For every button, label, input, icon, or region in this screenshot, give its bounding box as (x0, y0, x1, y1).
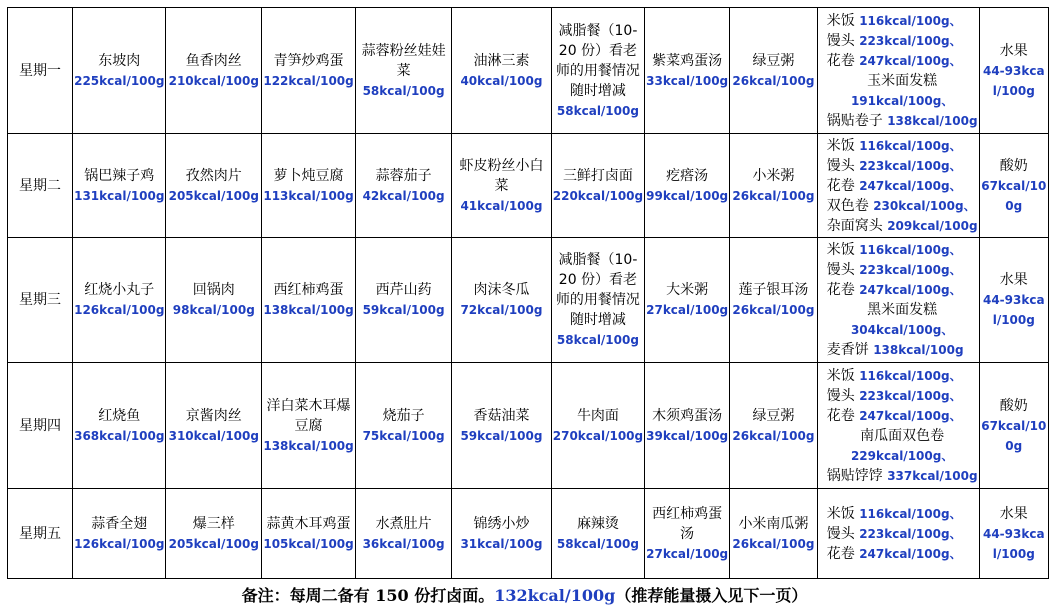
dish-kcal: 42kcal/100g (362, 188, 445, 203)
table-row (8, 238, 1049, 363)
staple-kcal: 116kcal/100g、 (859, 138, 962, 153)
staple-line (827, 366, 978, 386)
extra-kcal: 67kcal/100g (981, 178, 1047, 213)
staple-line (827, 544, 978, 564)
staple-name: 黑米面发糕 (867, 302, 938, 318)
staple-kcal: 116kcal/100g、 (859, 13, 962, 28)
staple-name: 花卷 (826, 52, 855, 69)
staple-name: 花卷 (826, 282, 855, 298)
staple-line (827, 136, 978, 156)
dish-kcal: 33kcal/100g (646, 73, 729, 88)
dish-kcal: 270kcal/100g (552, 428, 644, 443)
dish-kcal: 138kcal/100g (263, 438, 354, 453)
dish-cell (166, 363, 262, 489)
weekly-menu-table (7, 7, 1049, 579)
dish-name: 紫菜鸡蛋汤 (652, 52, 723, 69)
staple-name: 馒头 (826, 525, 855, 542)
dish-cell (452, 8, 552, 134)
dish-name: 小米粥 (752, 167, 795, 184)
dish-cell (262, 363, 356, 489)
staple-line (827, 11, 978, 31)
dish-kcal: 225kcal/100g (74, 73, 165, 88)
dish-cell (356, 134, 452, 238)
extra-cell (979, 489, 1048, 579)
staple-kcal: 230kcal/100g、 (873, 198, 976, 213)
dish-cell (356, 238, 452, 363)
extra-cell (979, 363, 1048, 489)
day-cell: 星期一 (8, 8, 73, 134)
staple-line (827, 504, 978, 524)
dish-cell (452, 134, 552, 238)
dish-cell (730, 8, 818, 134)
dish-name: 西红柿鸡蛋 (273, 282, 344, 298)
dish-name: 肉沫冬瓜 (473, 282, 530, 298)
staple-kcal: 223kcal/100g、 (859, 388, 962, 403)
staple-line (827, 386, 978, 406)
staple-cell (817, 489, 979, 579)
dish-kcal: 26kcal/100g (732, 536, 815, 551)
dish-cell (166, 238, 262, 363)
dish-name: 鱼香肉丝 (185, 52, 242, 69)
staple-kcal: 247kcal/100g、 (859, 546, 962, 561)
extra-name: 酸奶 (999, 397, 1028, 414)
dish-kcal: 368kcal/100g (74, 428, 165, 443)
dish-kcal: 122kcal/100g (263, 73, 354, 88)
dish-kcal: 59kcal/100g (362, 303, 445, 317)
dish-cell (551, 238, 644, 363)
dish-cell (730, 489, 818, 579)
dish-name: 蒜蓉粉丝娃娃菜 (361, 42, 446, 79)
staple-name: 米饭 (826, 12, 855, 29)
staple-line (827, 280, 978, 300)
dish-name: 锅巴辣子鸡 (84, 167, 155, 184)
dish-cell (166, 8, 262, 134)
dish-kcal: 98kcal/100g (172, 303, 255, 317)
staple-name: 花卷 (826, 407, 855, 424)
dish-name: 大米粥 (666, 282, 709, 298)
staple-name: 玉米面发糕 (867, 72, 938, 89)
staple-kcal: 247kcal/100g、 (859, 53, 962, 68)
staple-line (827, 446, 978, 466)
staple-line (827, 111, 978, 131)
dish-name: 油淋三素 (473, 52, 530, 69)
dish-name: 洋白菜木耳爆豆腐 (266, 397, 351, 434)
dish-cell (356, 8, 452, 134)
dish-name: 莲子银耳汤 (738, 282, 809, 298)
table-row (8, 363, 1049, 489)
dish-name: 京酱肉丝 (185, 407, 242, 424)
staple-name: 锅贴饽饽 (826, 467, 883, 484)
dish-kcal: 105kcal/100g (263, 536, 354, 551)
footnote (0, 583, 1049, 606)
staple-kcal: 337kcal/100g (887, 468, 978, 483)
dish-kcal: 126kcal/100g (74, 536, 165, 551)
staple-kcal: 116kcal/100g、 (859, 243, 962, 257)
dish-name: 红烧小丸子 (84, 282, 155, 298)
extra-kcal: 67kcal/100g (981, 418, 1047, 453)
dish-kcal: 126kcal/100g (74, 303, 165, 317)
day-cell: 星期四 (8, 363, 73, 489)
staple-name: 馒头 (826, 387, 855, 404)
dish-kcal: 27kcal/100g (646, 303, 729, 317)
dish-cell (166, 134, 262, 238)
dish-kcal: 310kcal/100g (168, 428, 259, 443)
dish-kcal: 26kcal/100g (732, 428, 815, 443)
dish-kcal: 27kcal/100g (646, 546, 729, 561)
staple-cell (817, 134, 979, 238)
dish-name: 减脂餐（10-20 份）看老师的用餐情况随时增减 (555, 22, 640, 99)
dish-kcal: 58kcal/100g (556, 103, 639, 118)
dish-kcal: 40kcal/100g (460, 73, 543, 88)
dish-kcal: 205kcal/100g (168, 188, 259, 203)
staple-kcal: 138kcal/100g (887, 113, 978, 128)
staple-line (827, 340, 978, 360)
dish-kcal: 99kcal/100g (646, 188, 729, 203)
footnote-suffix: （推荐能量摄入见下一页） (615, 586, 808, 605)
dish-name: 蒜香全翅 (91, 515, 148, 532)
extra-name: 水果 (999, 505, 1028, 522)
dish-name: 香菇油菜 (473, 407, 530, 424)
dish-name: 蒜黄木耳鸡蛋 (266, 515, 351, 532)
dish-cell (452, 363, 552, 489)
staple-kcal: 209kcal/100g (887, 218, 978, 233)
staple-cell (817, 363, 979, 489)
dish-kcal: 31kcal/100g (460, 536, 543, 551)
dish-name: 青笋炒鸡蛋 (273, 52, 344, 69)
extra-name: 水果 (999, 42, 1028, 59)
staple-line (827, 176, 978, 196)
staple-line (827, 71, 978, 91)
dish-cell (452, 238, 552, 363)
staple-kcal: 247kcal/100g、 (859, 283, 962, 297)
dish-name: 绿豆粥 (752, 52, 795, 69)
dish-name: 减脂餐（10-20 份）看老师的用餐情况随时增减 (555, 252, 640, 328)
dish-cell (730, 134, 818, 238)
dish-name: 锦绣小炒 (473, 515, 530, 532)
day-cell: 星期二 (8, 134, 73, 238)
dish-cell (73, 134, 166, 238)
dish-cell (551, 8, 644, 134)
dish-name: 萝卜炖豆腐 (273, 167, 344, 184)
dish-kcal: 72kcal/100g (460, 303, 543, 317)
dish-kcal: 58kcal/100g (362, 83, 445, 98)
staple-name: 馒头 (826, 157, 855, 174)
dish-kcal: 205kcal/100g (168, 536, 259, 551)
dish-kcal: 138kcal/100g (263, 303, 354, 317)
staple-kcal: 223kcal/100g、 (859, 33, 962, 48)
dish-kcal: 36kcal/100g (362, 536, 445, 551)
dish-cell (73, 8, 166, 134)
dish-cell (645, 134, 730, 238)
footnote-kcal: 132kcal/100g (494, 586, 616, 605)
staple-line (827, 426, 978, 446)
extra-cell (979, 238, 1048, 363)
extra-name: 水果 (999, 272, 1028, 288)
dish-cell (730, 363, 818, 489)
staple-name: 米饭 (826, 137, 855, 154)
dish-cell (73, 363, 166, 489)
dish-cell (73, 238, 166, 363)
staple-name: 馒头 (826, 262, 855, 278)
staple-name: 米饭 (826, 367, 855, 384)
staple-kcal: 191kcal/100g、 (850, 93, 954, 108)
dish-cell (551, 363, 644, 489)
dish-kcal: 59kcal/100g (460, 428, 543, 443)
table-row (8, 8, 1049, 134)
dish-name: 绿豆粥 (752, 407, 795, 424)
dish-kcal: 75kcal/100g (362, 428, 445, 443)
dish-cell (262, 489, 356, 579)
dish-name: 三鲜打卤面 (562, 167, 633, 184)
staple-name: 米饭 (826, 242, 855, 258)
staple-line (827, 156, 978, 176)
dish-cell (645, 489, 730, 579)
dish-name: 西芹山药 (375, 282, 432, 298)
dish-name: 西红柿鸡蛋汤 (652, 505, 723, 542)
dish-kcal: 113kcal/100g (263, 188, 354, 203)
dish-cell (645, 8, 730, 134)
staple-name: 花卷 (826, 545, 855, 562)
table-row (8, 134, 1049, 238)
dish-name: 牛肉面 (576, 407, 619, 424)
staple-kcal: 223kcal/100g、 (859, 158, 962, 173)
dish-name: 疙瘩汤 (666, 167, 709, 184)
staple-name: 麦香饼 (826, 342, 869, 358)
dish-cell (356, 489, 452, 579)
dish-kcal: 58kcal/100g (556, 333, 639, 347)
staple-line (827, 51, 978, 71)
staple-line (827, 406, 978, 426)
dish-name: 孜然肉片 (185, 167, 242, 184)
extra-kcal: 44-93kcal/100g (982, 63, 1045, 98)
dish-cell (645, 363, 730, 489)
staple-name: 锅贴卷子 (826, 112, 883, 129)
dish-name: 回锅肉 (192, 282, 235, 298)
staple-kcal: 116kcal/100g、 (859, 506, 962, 521)
staple-line (827, 260, 978, 280)
dish-name: 虾皮粉丝小白菜 (459, 157, 544, 194)
dish-cell (262, 134, 356, 238)
staple-name: 馒头 (826, 32, 855, 49)
dish-cell (551, 134, 644, 238)
extra-cell (979, 8, 1048, 134)
dish-cell (551, 489, 644, 579)
dish-kcal: 26kcal/100g (732, 188, 815, 203)
staple-name: 双色卷 (826, 197, 869, 214)
staple-kcal: 304kcal/100g、 (850, 323, 954, 337)
staple-kcal: 116kcal/100g、 (859, 368, 962, 383)
staple-line (827, 31, 978, 51)
staple-name: 花卷 (826, 177, 855, 194)
dish-cell (73, 489, 166, 579)
dish-cell (356, 363, 452, 489)
staple-kcal: 229kcal/100g、 (850, 448, 954, 463)
dish-cell (730, 238, 818, 363)
dish-kcal: 220kcal/100g (552, 188, 644, 203)
staple-line (827, 216, 978, 236)
dish-cell (262, 8, 356, 134)
dish-cell (645, 238, 730, 363)
staple-line (827, 524, 978, 544)
dish-name: 烧茄子 (382, 407, 425, 424)
staple-kcal: 223kcal/100g、 (859, 263, 962, 277)
dish-kcal: 41kcal/100g (460, 198, 543, 213)
dish-name: 木须鸡蛋汤 (652, 407, 723, 424)
staple-name: 南瓜面双色卷 (860, 427, 945, 444)
dish-cell (452, 489, 552, 579)
extra-cell (979, 134, 1048, 238)
table-row (8, 489, 1049, 579)
dish-name: 水煮肚片 (375, 515, 432, 532)
extra-kcal: 44-93kcal/100g (982, 526, 1045, 561)
dish-kcal: 39kcal/100g (646, 428, 729, 443)
staple-kcal: 247kcal/100g、 (859, 178, 962, 193)
dish-name: 麻辣烫 (576, 515, 619, 532)
footnote-text: 备注：每周二备有 150 份打卤面。 (241, 586, 495, 605)
dish-name: 小米南瓜粥 (738, 515, 809, 532)
dish-kcal: 210kcal/100g (168, 73, 259, 88)
staple-cell (817, 8, 979, 134)
dish-kcal: 26kcal/100g (732, 303, 815, 317)
dish-name: 东坡肉 (98, 52, 141, 69)
dish-cell (166, 489, 262, 579)
dish-name: 爆三样 (192, 515, 235, 532)
dish-kcal: 131kcal/100g (74, 188, 165, 203)
dish-cell (262, 238, 356, 363)
staple-kcal: 223kcal/100g、 (859, 526, 962, 541)
day-cell: 星期五 (8, 489, 73, 579)
staple-kcal: 138kcal/100g (873, 343, 964, 357)
staple-line (827, 300, 978, 320)
staple-kcal: 247kcal/100g、 (859, 408, 962, 423)
dish-name: 红烧鱼 (98, 407, 141, 424)
dish-name: 蒜蓉茄子 (375, 167, 432, 184)
staple-line (827, 466, 978, 486)
dish-kcal: 26kcal/100g (732, 73, 815, 88)
staple-name: 米饭 (826, 505, 855, 522)
staple-line (827, 240, 978, 260)
staple-cell (817, 238, 979, 363)
staple-line (827, 91, 978, 111)
staple-name: 杂面窝头 (826, 217, 883, 234)
staple-line (827, 320, 978, 340)
day-cell: 星期三 (8, 238, 73, 363)
extra-kcal: 44-93kcal/100g (982, 293, 1045, 327)
staple-line (827, 196, 978, 216)
dish-kcal: 58kcal/100g (556, 536, 639, 551)
extra-name: 酸奶 (999, 157, 1028, 174)
